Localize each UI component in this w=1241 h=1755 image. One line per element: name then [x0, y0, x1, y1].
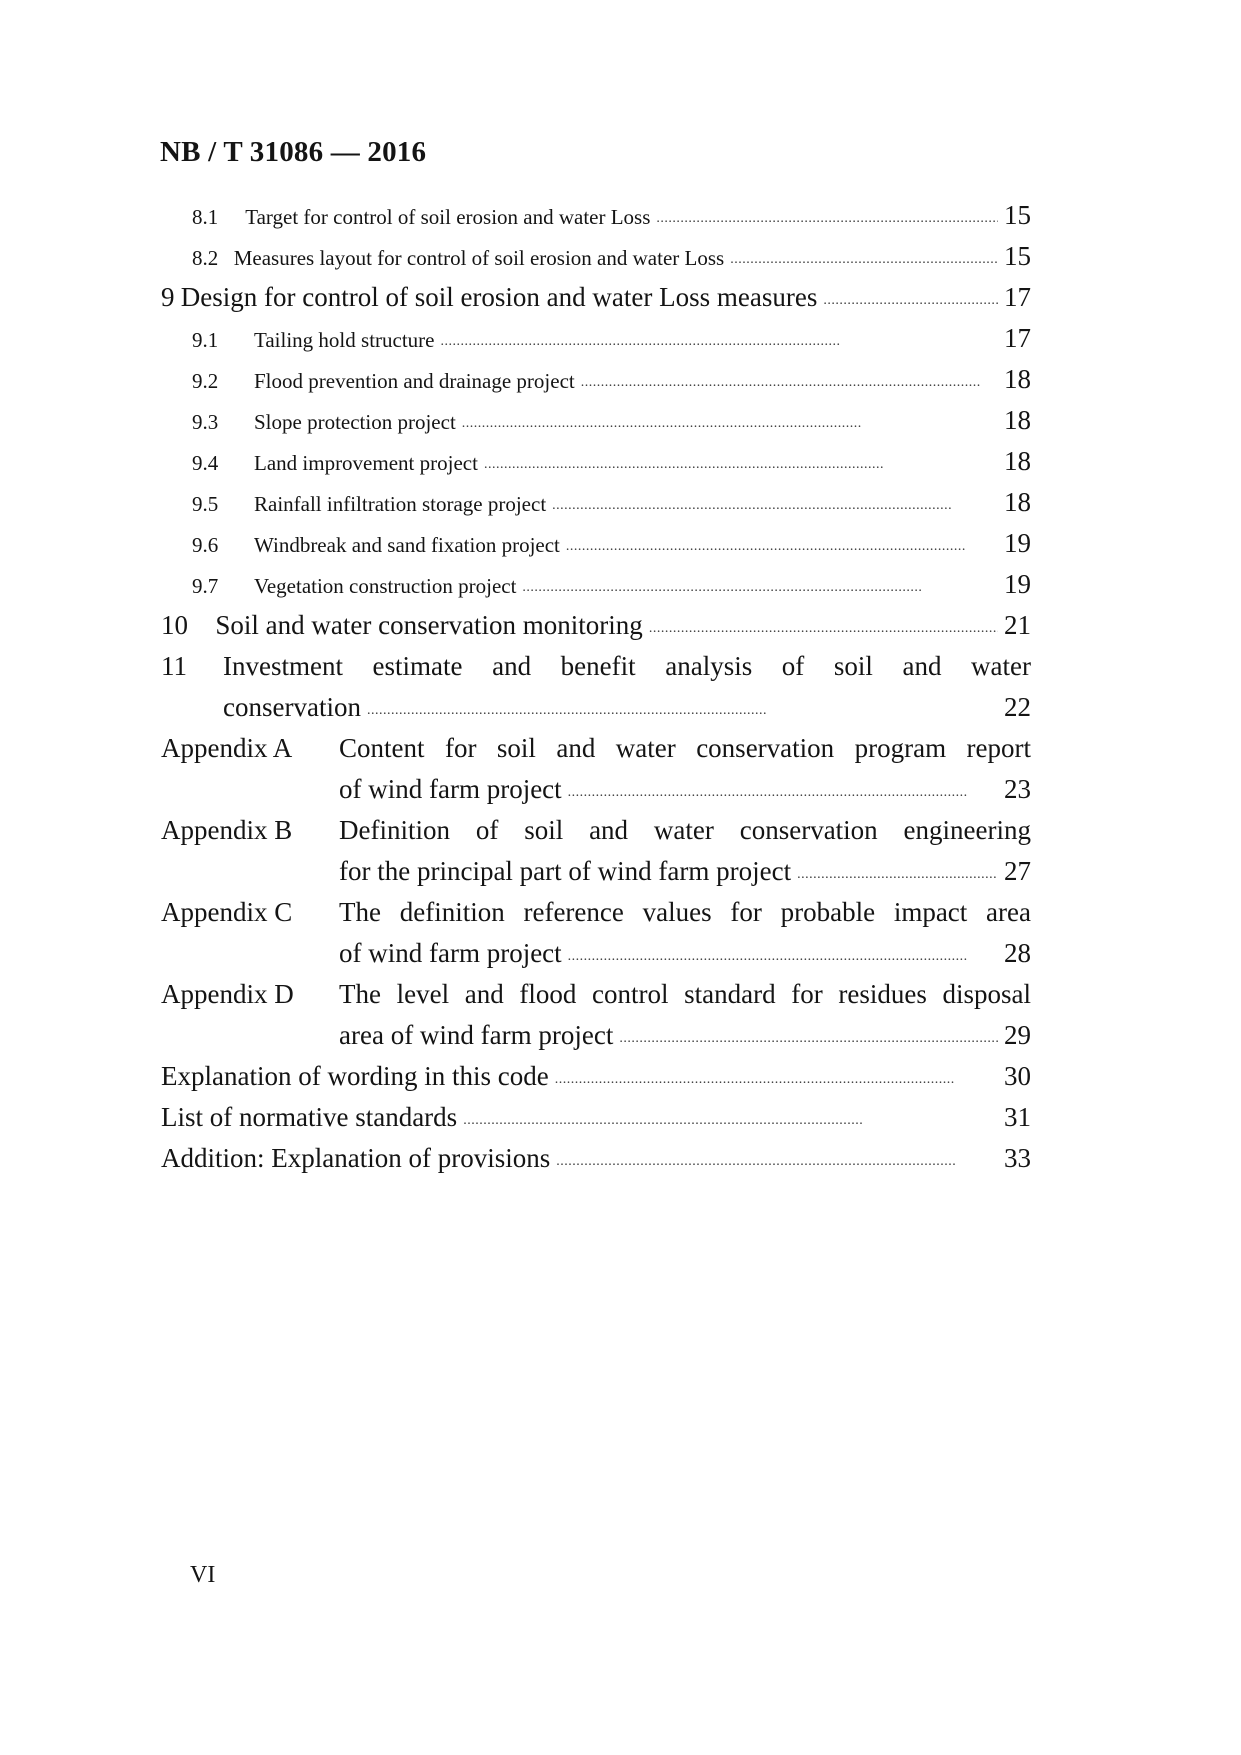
- toc-entry-title: Land improvement project: [254, 451, 478, 475]
- toc-entry-page: 33: [1004, 1143, 1031, 1173]
- toc-entry-number: 9.3: [192, 410, 219, 434]
- toc-chapter-entry[interactable]: [161, 282, 1031, 313]
- toc-entry-title: Vegetation construction project: [254, 574, 517, 598]
- toc-entry-page: 28: [1004, 938, 1031, 968]
- toc-entry-page: 18: [1004, 487, 1031, 517]
- dot-leader: [823, 282, 998, 313]
- toc-entry-title: Soil and water conservation monitoring: [215, 610, 643, 640]
- toc-appendix-continuation[interactable]: [339, 938, 1031, 969]
- toc-entry-title-line2: conservation: [223, 692, 361, 722]
- toc-entry-title: Design for control of soil erosion and water Loss measures: [180, 282, 818, 312]
- toc-entry[interactable]: [192, 241, 1031, 272]
- dot-leader: [656, 205, 998, 230]
- toc-appendix-continuation[interactable]: [339, 1020, 1031, 1051]
- toc-entry-page: 18: [1004, 364, 1031, 394]
- toc-entry-number: 11: [161, 651, 187, 681]
- toc-entry-title: Explanation of wording in this code: [161, 1061, 549, 1091]
- dot-leader: [441, 328, 999, 353]
- toc-entry-page: 19: [1004, 528, 1031, 558]
- toc-entry-number: 10: [161, 610, 188, 640]
- appendix-label: Appendix B: [161, 815, 293, 845]
- toc-entry-title: Slope protection project: [254, 410, 456, 434]
- toc-entry-title: Target for control of soil erosion and water Loss: [245, 205, 651, 229]
- toc-entry[interactable]: [192, 569, 1031, 600]
- toc-entry-number: 8.1: [192, 205, 219, 229]
- toc-entry-number: 9: [161, 282, 175, 312]
- appendix-title-line1: Content for soil and water conservation program report: [339, 733, 1031, 763]
- toc-entry-page: 29: [1004, 1020, 1031, 1050]
- dot-leader: [566, 533, 998, 558]
- dot-leader: [555, 1061, 998, 1092]
- toc-entry[interactable]: [192, 364, 1031, 395]
- dot-leader: [730, 246, 998, 271]
- dot-leader: [484, 451, 998, 476]
- toc-entry-number: 9.7: [192, 574, 219, 598]
- dot-leader: [556, 1143, 998, 1174]
- toc-entry-title: Rainfall infiltration storage project: [254, 492, 547, 516]
- dot-leader: [552, 492, 998, 517]
- toc-appendix-entry[interactable]: [161, 897, 1031, 928]
- appendix-label: Appendix D: [161, 979, 294, 1009]
- dot-leader: [367, 692, 998, 723]
- toc-entry-continuation[interactable]: [223, 692, 1031, 723]
- toc-entry-page: 23: [1004, 774, 1031, 804]
- dot-leader: [463, 1102, 998, 1133]
- toc-appendix-entry[interactable]: [161, 815, 1031, 846]
- toc-entry-page: 22: [1004, 692, 1031, 722]
- toc-entry-title: List of normative standards: [161, 1102, 458, 1132]
- toc-entry-page: 27: [1004, 856, 1031, 886]
- dot-leader: [619, 1020, 998, 1051]
- dot-leader: [568, 774, 998, 805]
- dot-leader: [462, 410, 998, 435]
- appendix-title-line1: Definition of soil and water conservation engineering: [339, 815, 1031, 845]
- appendix-title-line2: of wind farm project: [339, 774, 562, 804]
- appendix-title-line2: area of wind farm project: [339, 1020, 614, 1050]
- appendix-label: Appendix C: [161, 897, 293, 927]
- toc-entry-page: 15: [1004, 200, 1031, 230]
- toc-appendix-entry[interactable]: [161, 979, 1031, 1010]
- toc-appendix-continuation[interactable]: [339, 856, 1031, 887]
- toc-entry-title-line1: Investment estimate and benefit analysis of soil and water: [223, 651, 1031, 681]
- toc-entry-page: 17: [1004, 323, 1031, 353]
- toc-entry-page: 18: [1004, 446, 1031, 476]
- toc-entry[interactable]: [192, 528, 1031, 559]
- appendix-label: Appendix A: [161, 733, 293, 763]
- toc-appendix-continuation[interactable]: [339, 774, 1031, 805]
- toc-entry-page: 21: [1004, 610, 1031, 640]
- appendix-title-line2: for the principal part of wind farm project: [339, 856, 792, 886]
- toc-chapter-entry[interactable]: [161, 610, 1031, 641]
- toc-entry[interactable]: [192, 446, 1031, 477]
- toc-entry[interactable]: [192, 487, 1031, 518]
- toc-entry-title: Addition: Explanation of provisions: [161, 1143, 551, 1173]
- toc-backmatter-entry[interactable]: [161, 1102, 1031, 1133]
- appendix-title-line2: of wind farm project: [339, 938, 562, 968]
- toc-entry[interactable]: [192, 200, 1031, 231]
- toc-entry-page: 19: [1004, 569, 1031, 599]
- standard-code-header: NB / T 31086 — 2016: [160, 136, 427, 168]
- toc-entry[interactable]: [192, 405, 1031, 436]
- page-folio: VI: [190, 1562, 216, 1588]
- toc-entry-title: Measures layout for control of soil erosion and water Loss: [233, 246, 725, 270]
- toc-appendix-entry[interactable]: [161, 733, 1031, 764]
- toc-entry-page: 18: [1004, 405, 1031, 435]
- toc-entry-page: 30: [1004, 1061, 1031, 1091]
- toc-chapter-entry[interactable]: [161, 651, 1031, 682]
- toc-entry-number: 9.5: [192, 492, 219, 516]
- toc-entry[interactable]: [192, 323, 1031, 354]
- appendix-title-line1: The definition reference values for probable impact area: [339, 897, 1031, 927]
- dot-leader: [797, 856, 998, 887]
- toc-entry-number: 9.6: [192, 533, 219, 557]
- toc-entry-number: 8.2: [192, 246, 219, 270]
- toc-backmatter-entry[interactable]: [161, 1061, 1031, 1092]
- toc-entry-title: Flood prevention and drainage project: [254, 369, 575, 393]
- dot-leader: [581, 369, 998, 394]
- toc-entry-title: Tailing hold structure: [254, 328, 435, 352]
- toc-entry-number: 9.1: [192, 328, 219, 352]
- dot-leader: [522, 574, 998, 599]
- toc-entry-number: 9.2: [192, 369, 219, 393]
- dot-leader: [568, 938, 998, 969]
- toc-entry-number: 9.4: [192, 451, 219, 475]
- appendix-title-line1: The level and flood control standard for residues disposal: [339, 979, 1031, 1009]
- toc-entry-page: 31: [1004, 1102, 1031, 1132]
- toc-entry-page: 17: [1004, 282, 1031, 312]
- toc-entry-title: Windbreak and sand fixation project: [254, 533, 560, 557]
- toc-backmatter-entry[interactable]: [161, 1143, 1031, 1174]
- dot-leader: [649, 610, 998, 641]
- toc-entry-page: 15: [1004, 241, 1031, 271]
